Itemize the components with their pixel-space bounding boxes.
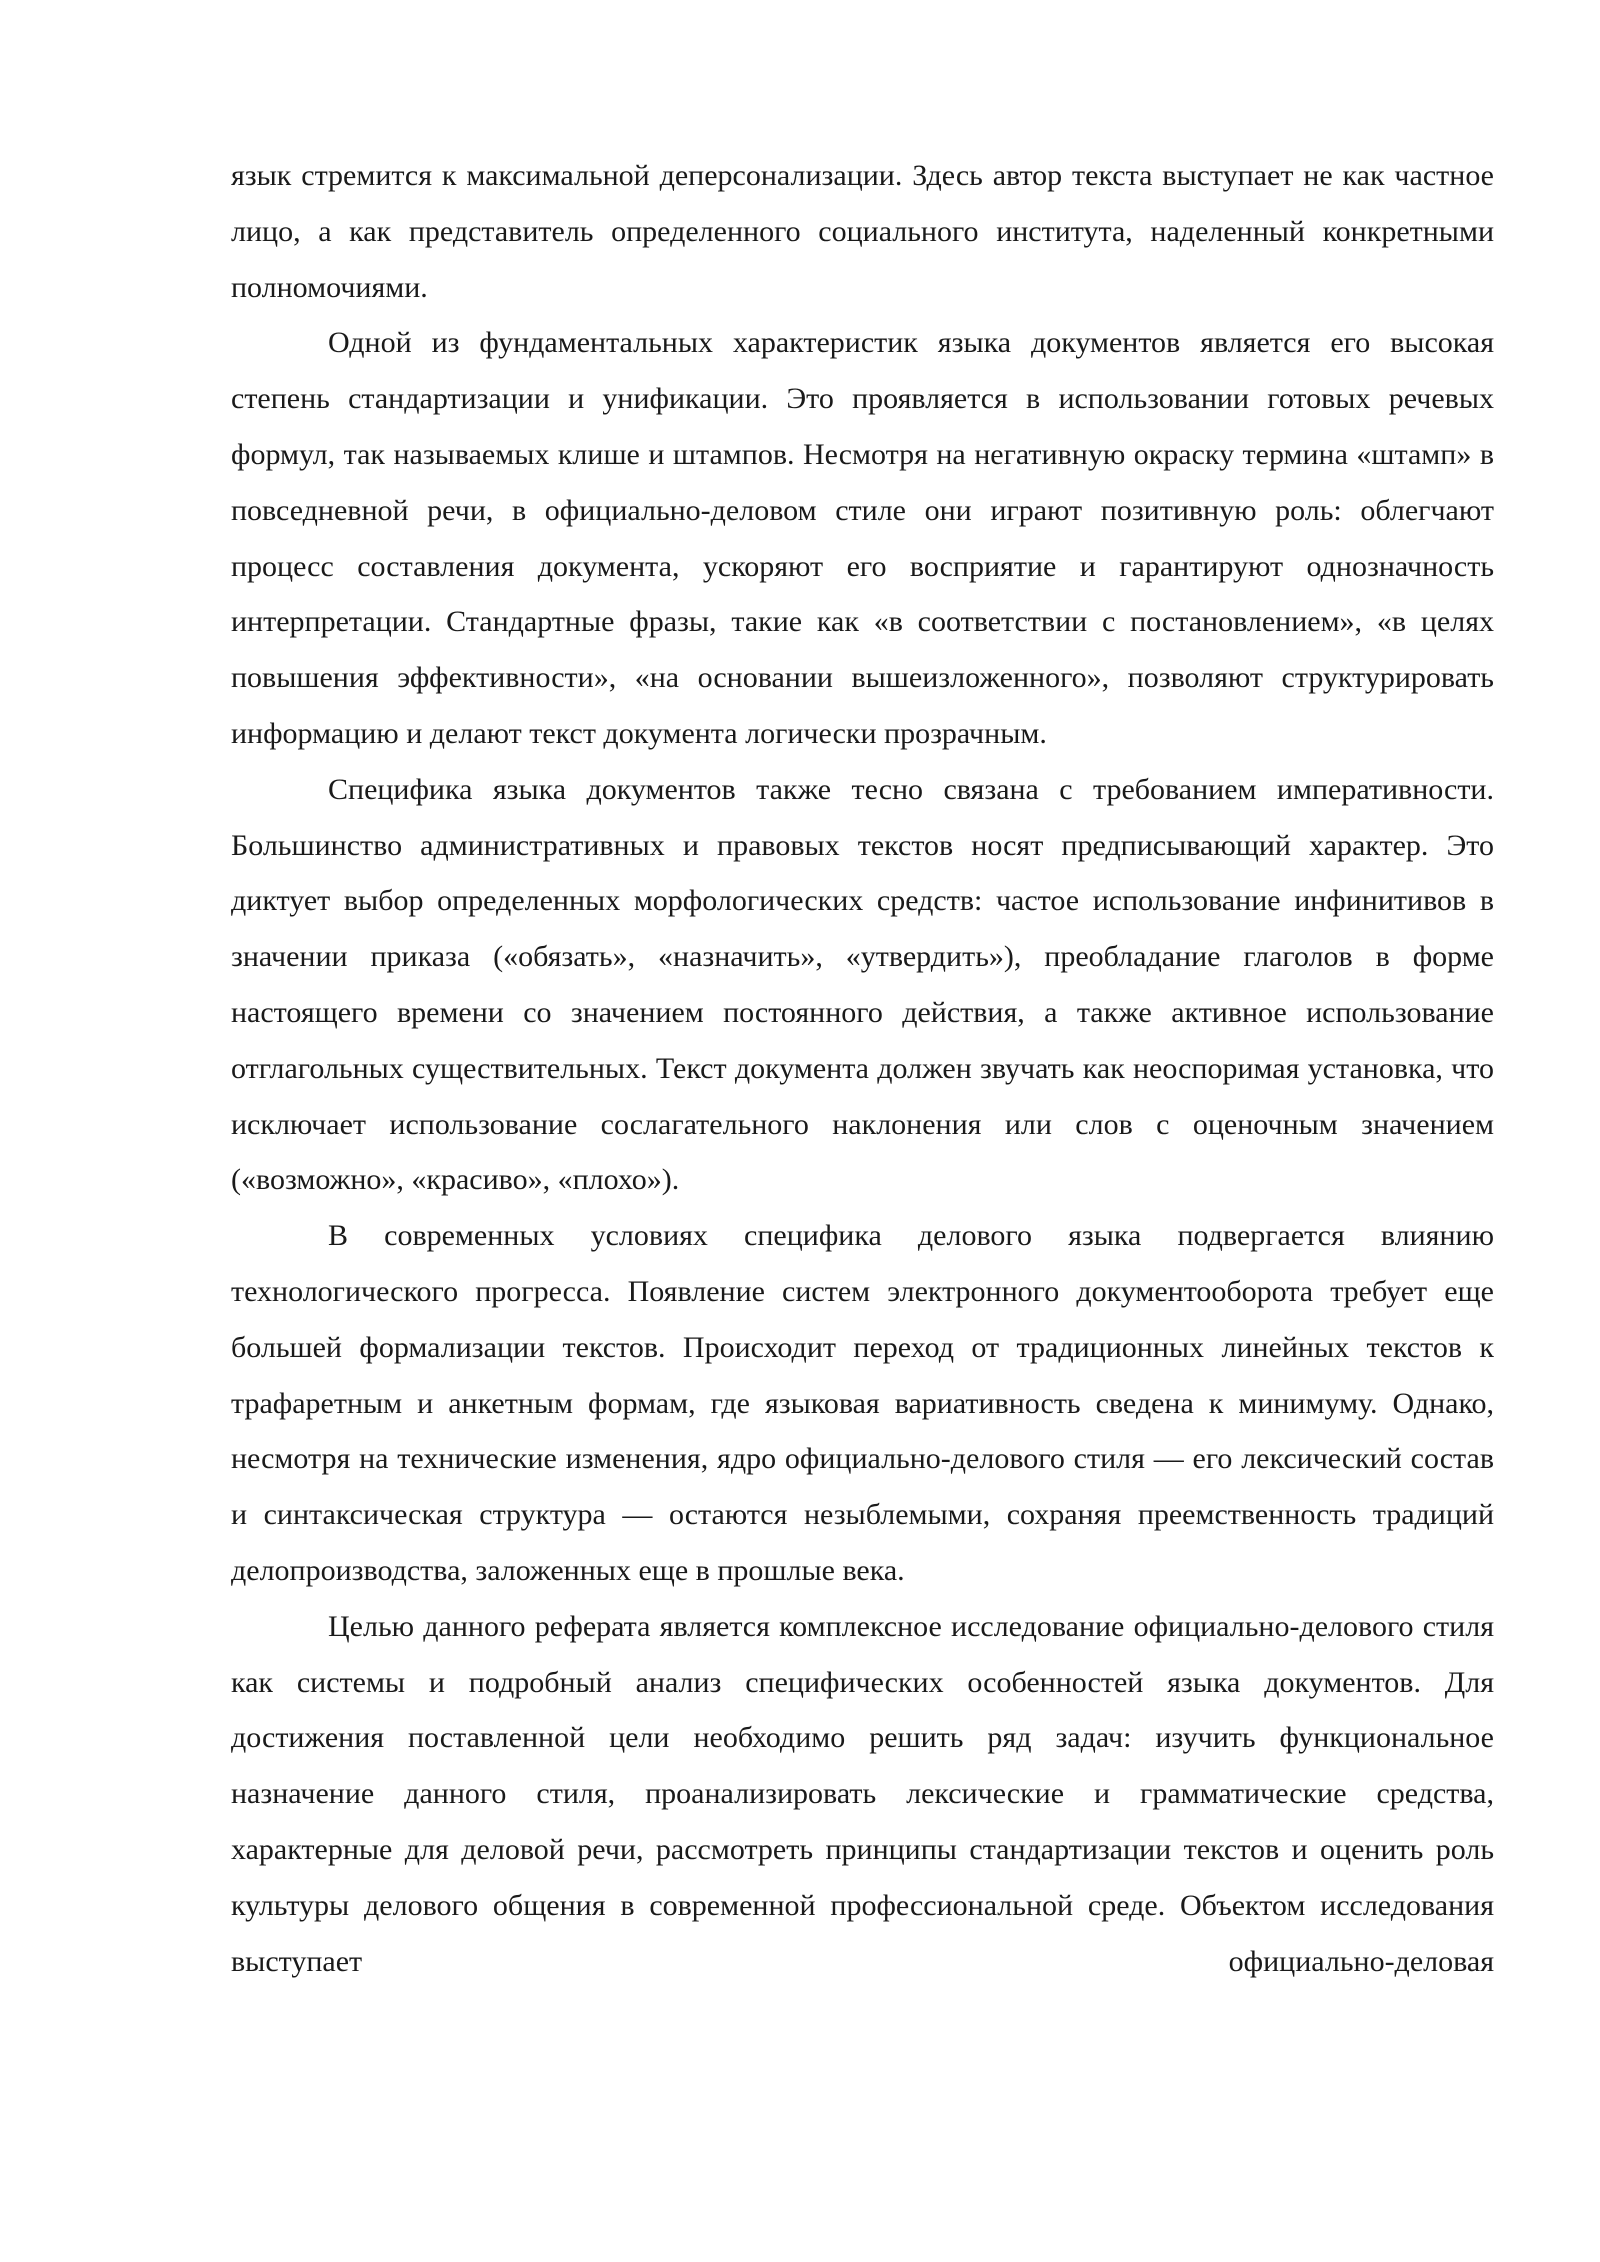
paragraph-3: Специфика языка документов также тесно связана с требованием императивности. Большинство административных и правовых текстов носят предписывающий характер. Это диктует выбор определенных морфологических средств: частое использование инфинитивов в значении приказа («обязать», «назначить», «утвердить»), преобладание глаголов в форме настоящего времени со значением постоянного действия, а также активное использование отглагольных существительных. Текст документа должен звучать как неоспоримая установка, что исключает использование сослагательного наклонения или слов с оценочным значением («возможно», «красиво», «плохо»).: [231, 772, 1494, 1197]
paragraph-2: Одной из фундаментальных характеристик языка документов является его высокая степень стандартизации и унификации. Это проявляется в использовании готовых речевых формул, так называемых клише и штампов. Несмотря на негативную окраску термина «штамп» в повседневной речи, в официально-деловом стиле они играют позитивную роль: облегчают процесс составления документа, ускоряют его восприятие и гарантируют однозначность интерпретации. Стандартные фразы, такие как «в соответствии с постановлением», «в целях повышения эффективности», «на основании вышеизложенного», позволяют структурировать информацию и делают текст документа логически прозрачным.: [231, 326, 1494, 750]
paragraph-4: В современных условиях специфика делового языка подвергается влиянию технологического прогресса. Появление систем электронного документооборота требует еще большей формализации текстов. Происходит переход от традиционных линейных текстов к трафаретным и анкетным формам, где языковая вариативность сведена к минимуму. Однако, несмотря на технические изменения, ядро официально-делового стиля — его лексический состав и синтаксическая структура — остаются незыблемыми, сохраняя преемственность традиций делопроизводства, заложенных еще в прошлые века.: [231, 1219, 1494, 1587]
body-text: [231, 148, 1494, 1989]
paragraph-5: Целью данного реферата является комплексное исследование официально-делового стиля как системы и подробный анализ специфических особенностей языка документов. Для достижения поставленной цели необходимо решить ряд задач: изучить функциональное назначение данного стиля, проанализировать лексические и грамматические средства, характерные для деловой речи, рассмотреть принципы стандартизации текстов и оценить роль культуры делового общения в современной профессиональной среде. Объектом исследования выступает официально-деловая: [231, 1609, 1494, 1978]
paragraph-1: язык стремится к максимальной деперсонализации. Здесь автор текста выступает не как частное лицо, а как представитель определенного социального института, наделенный конкретными полномочиями.: [231, 159, 1494, 304]
